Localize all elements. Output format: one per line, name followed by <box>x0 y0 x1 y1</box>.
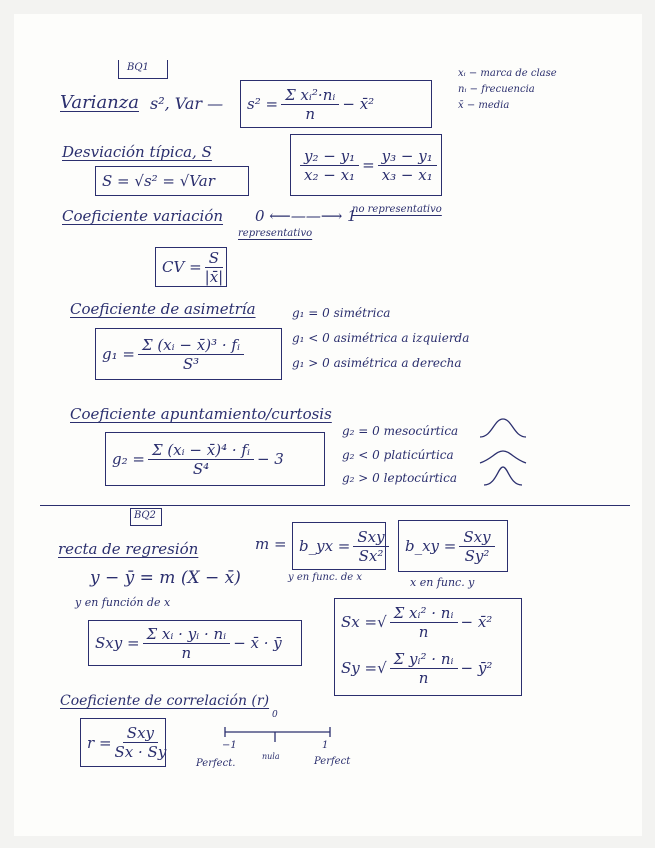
numerator: Sxy <box>459 528 494 547</box>
fraction <box>300 147 359 184</box>
cv-no-representativo: no representativo <box>352 204 442 215</box>
asimetria-title: Coeficiente de asimetría <box>70 300 256 318</box>
correlacion-number-line <box>220 722 340 742</box>
formula-lhs: g₁ = <box>102 345 135 363</box>
numerator: Σ (xᵢ − x̄)³ · fᵢ <box>138 336 244 355</box>
slope-formula-box <box>290 134 442 196</box>
formula-lhs: CV = <box>162 258 202 276</box>
byx-formula-box <box>292 522 386 570</box>
denominator: x₂ − x₁ <box>304 165 356 184</box>
asimetria-formula-box <box>95 328 282 380</box>
varianza-title: Varianza <box>60 92 139 113</box>
equals: = <box>362 156 375 174</box>
scale-left-label: Perfect. <box>196 758 236 769</box>
asimetria-note: g₁ > 0 asimétrica a derecha <box>292 356 462 370</box>
scale-left: −1 <box>222 740 237 751</box>
formula-lhs: b_yx = <box>299 537 351 555</box>
fraction <box>390 604 458 641</box>
bxy-formula-box <box>398 520 508 572</box>
numerator: Sxy <box>353 528 388 547</box>
cv-scale: 0 ⟵——⟶ 1 <box>255 207 357 225</box>
desviacion-formula: S = √s² = √Var <box>102 172 215 190</box>
fraction <box>115 724 167 761</box>
byx-caption: y en func. de x <box>288 572 363 583</box>
scale-mid-label: nula <box>262 752 280 761</box>
sx-sy-formula-box: Sx = √ $\frac{\text{Σ xᵢ² · nᵢ}}{n}$ − x̄² Sy = √ $\frac{\text{Σ yᵢ² · nᵢ}}{n}$ − ȳ² <box>334 598 522 696</box>
fraction <box>138 336 244 373</box>
correlacion-formula-box <box>80 718 166 767</box>
denominator: n <box>305 104 316 123</box>
numerator: Σ xᵢ² · nᵢ <box>390 604 458 623</box>
numerator: Sxy <box>123 724 158 743</box>
formula-tail: − 3 <box>256 450 284 468</box>
m-prefix: m = <box>255 535 287 553</box>
fraction <box>281 86 339 123</box>
legend-item: xᵢ − marca de clase <box>458 68 557 79</box>
numerator: y₂ − y₁ <box>300 147 359 166</box>
formula-lhs: Sx = <box>341 613 378 631</box>
section-tag-bq2 <box>130 508 162 526</box>
fraction <box>148 441 254 478</box>
curtosis-note: g₂ < 0 platicúrtica <box>342 448 454 462</box>
regresion-equation: y − ȳ = m (X − x̄) <box>90 568 241 588</box>
varianza-formula-box <box>240 80 432 128</box>
denominator: n <box>418 622 429 641</box>
denominator: Sx · Sy <box>114 743 167 761</box>
formula-lhs: b_xy = <box>405 537 457 555</box>
cv-representativo: representativo <box>238 228 313 239</box>
fraction <box>205 249 224 286</box>
section-divider <box>40 505 630 506</box>
formula-lhs: g₂ = <box>112 450 145 468</box>
formula-tail: − x̄² <box>342 95 375 113</box>
cv-title: Coeficiente variación <box>62 207 224 225</box>
numerator: S <box>205 249 223 268</box>
numerator: Σ xᵢ · yᵢ · nᵢ <box>143 625 231 644</box>
varianza-symbols: s², Var — <box>150 94 224 113</box>
fraction <box>459 528 494 565</box>
scale-right: 1 <box>322 740 329 751</box>
sxy-formula-box <box>88 620 302 666</box>
fraction <box>143 625 231 662</box>
asimetria-note: g₁ = 0 simétrica <box>292 306 391 320</box>
formula-tail: − x̄² <box>460 613 493 631</box>
formula-tail: − ȳ² <box>460 659 493 677</box>
section-tag-label: BQ2 <box>134 510 156 521</box>
denominator: S³ <box>182 354 200 373</box>
desviacion-title: Desviación típica, S <box>62 143 212 161</box>
numerator: Σ xᵢ²·nᵢ <box>281 86 339 105</box>
curtosis-formula-box <box>105 432 325 486</box>
formula-lhs: r = <box>87 733 112 752</box>
bxy-caption: x en func. y <box>410 576 475 589</box>
fraction <box>353 528 388 565</box>
cv-formula-box <box>155 247 227 287</box>
section-tag-label: BQ1 <box>127 62 149 73</box>
fraction <box>390 650 458 687</box>
numerator: Σ (xᵢ − x̄)⁴ · fᵢ <box>148 441 254 460</box>
denominator: S⁴ <box>192 459 210 478</box>
numerator: Σ yᵢ² · nᵢ <box>390 650 458 669</box>
formula-lhs: Sxy = <box>95 634 140 652</box>
fraction <box>378 147 437 184</box>
desviacion-formula-box <box>95 166 249 196</box>
formula-lhs: s² = <box>247 95 279 113</box>
scale-zero: 0 <box>272 710 278 720</box>
curtosis-note: g₂ > 0 leptocúrtica <box>342 471 458 485</box>
numerator: y₃ − y₁ <box>378 147 437 166</box>
formula-tail: − x̄ · ȳ <box>233 634 282 652</box>
denominator: x₃ − x₁ <box>381 165 433 184</box>
denominator: n <box>181 643 192 662</box>
legend-item: x̄ − media <box>458 100 510 111</box>
curtosis-title: Coeficiente apuntamiento/curtosis <box>70 405 332 423</box>
formula-lhs: Sy = <box>341 659 378 677</box>
regresion-caption: y en función de x <box>75 596 171 609</box>
curtosis-curves-icon <box>478 415 528 490</box>
regresion-title: recta de regresión <box>58 540 199 558</box>
denominator: |x̄| <box>204 267 224 286</box>
denominator: Sx² <box>358 546 384 565</box>
section-tag-bq1 <box>118 60 168 79</box>
asimetria-note: g₁ < 0 asimétrica a izquierda <box>292 331 470 345</box>
denominator: n <box>418 668 429 687</box>
scale-right-label: Perfect <box>314 756 351 767</box>
legend-item: nᵢ − frecuencia <box>458 84 535 95</box>
correlacion-title: Coeficiente de correlación (r) <box>60 693 270 709</box>
curtosis-note: g₂ = 0 mesocúrtica <box>342 424 459 438</box>
denominator: Sy² <box>464 546 490 565</box>
